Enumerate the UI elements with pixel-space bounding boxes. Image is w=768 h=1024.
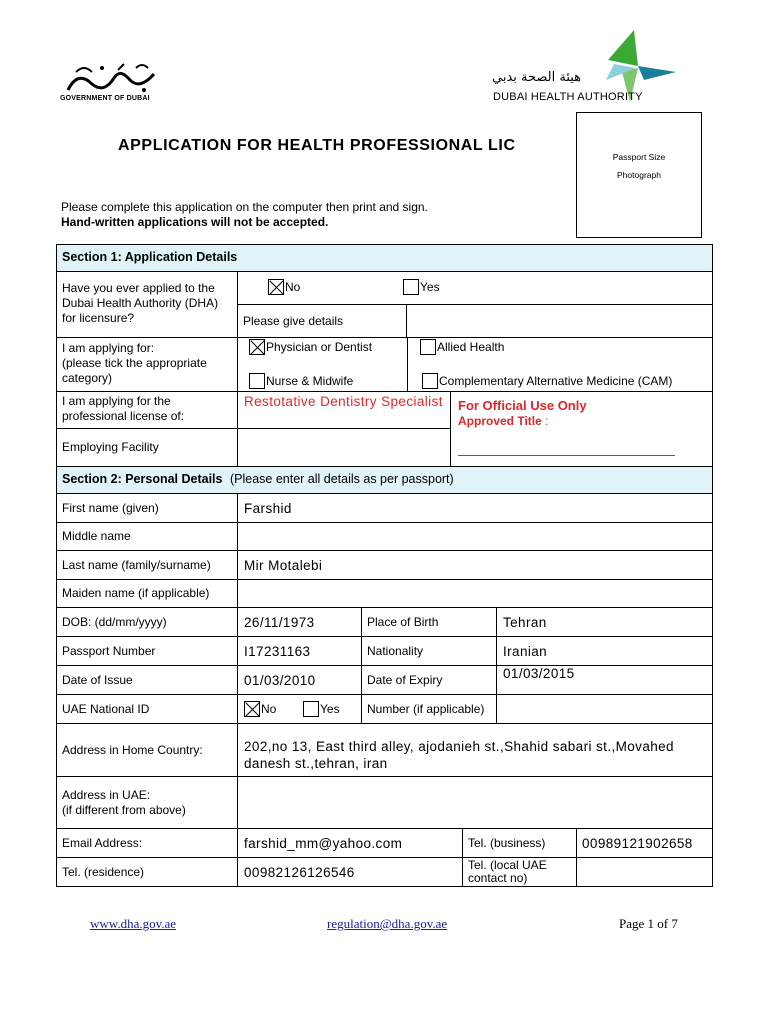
details-label: Please give details	[237, 304, 407, 338]
section2-header	[56, 466, 713, 494]
nationality-field[interactable]: Iranian	[496, 636, 713, 666]
uae-id-yes-option[interactable]	[303, 701, 340, 717]
middle-name-label: Middle name	[56, 522, 238, 551]
category-allied-label: Allied Health	[437, 340, 505, 354]
dob-field[interactable]: 26/11/1973	[237, 607, 362, 637]
category-cam-checkbox[interactable]	[422, 373, 438, 389]
photo-label-line1: Passport Size	[612, 152, 666, 162]
first-name-field[interactable]: Farshid	[237, 493, 713, 523]
uae-national-id-label: UAE National ID	[56, 694, 238, 724]
page-number: Page 1 of 7	[619, 916, 678, 931]
passport-number-label: Passport Number	[56, 636, 238, 666]
page-title: APPLICATION FOR HEALTH PROFESSIONAL LIC	[118, 137, 516, 154]
applied-yes-option[interactable]	[403, 279, 440, 295]
applied-before-label: Have you ever applied to the Dubai Health Authority (DHA) for licensure?	[56, 271, 238, 338]
official-use-title: For Official Use Only	[458, 398, 587, 413]
instructions-text: Please complete this application on the computer then print and sign.	[61, 200, 428, 214]
category-divider	[407, 338, 408, 392]
approved-title-underline[interactable]	[458, 455, 675, 456]
tel-local-field[interactable]	[576, 857, 713, 887]
applied-yes-label: Yes	[420, 280, 440, 294]
dha-arabic-label: هيئة الصحة بدبي	[492, 70, 582, 85]
category-nurse-checkbox[interactable]	[249, 373, 265, 389]
passport-photo-box	[576, 112, 702, 238]
uae-address-field[interactable]	[237, 776, 713, 829]
applied-no-option[interactable]	[268, 279, 300, 295]
uae-id-no-option[interactable]	[244, 701, 276, 717]
category-physician-option[interactable]	[249, 339, 372, 355]
license-of-field[interactable]: Restotative Dentistry Specialist	[237, 391, 451, 429]
nationality-label: Nationality	[361, 636, 497, 666]
approved-title-line	[458, 414, 548, 428]
applied-yes-checkbox[interactable]	[403, 279, 419, 295]
email-label: Email Address:	[56, 828, 238, 858]
footer-website-link[interactable]: www.dha.gov.ae	[90, 916, 177, 931]
instructions-bold-text: Hand-written applications will not be accepted.	[61, 215, 329, 229]
home-address-label: Address in Home Country:	[56, 723, 238, 777]
uae-id-yes-checkbox[interactable]	[303, 701, 319, 717]
date-of-issue-label: Date of Issue	[56, 665, 238, 695]
maiden-name-field[interactable]	[237, 579, 713, 608]
date-of-expiry-label: Date of Expiry	[361, 665, 497, 695]
last-name-field[interactable]: Mir Motalebi	[237, 550, 713, 580]
id-number-field[interactable]	[496, 694, 713, 724]
tel-residence-label: Tel. (residence)	[56, 857, 238, 887]
dob-label: DOB: (dd/mm/yyyy)	[56, 607, 238, 637]
category-options	[237, 337, 713, 392]
category-physician-checkbox[interactable]	[249, 339, 265, 355]
date-of-issue-field[interactable]: 01/03/2010	[237, 665, 362, 695]
category-nurse-option[interactable]	[249, 373, 353, 389]
uae-id-no-label: No	[261, 702, 277, 716]
date-of-expiry-field[interactable]: 01/03/2015	[496, 665, 713, 695]
category-nurse-label: Nurse & Midwife	[266, 374, 354, 388]
uae-national-id-options	[237, 694, 362, 724]
footer-email-link[interactable]: regulation@dha.gov.ae	[327, 916, 448, 931]
first-name-label: First name (given)	[56, 493, 238, 523]
license-of-label: I am applying for the professional license of:	[56, 391, 238, 429]
tel-business-field[interactable]: 00989121902658	[576, 828, 713, 858]
passport-number-field[interactable]: I17231163	[237, 636, 362, 666]
tel-local-label: Tel. (local UAE contact no)	[462, 857, 577, 887]
tel-residence-field[interactable]: 00982126126546	[237, 857, 463, 887]
tel-business-label: Tel. (business)	[462, 828, 577, 858]
place-of-birth-label: Place of Birth	[361, 607, 497, 637]
applied-no-label: No	[285, 280, 301, 294]
details-field[interactable]	[406, 304, 713, 338]
last-name-label: Last name (family/surname)	[56, 550, 238, 580]
place-of-birth-field[interactable]: Tehran	[496, 607, 713, 637]
category-cam-label: Complementary Alternative Medicine (CAM)	[439, 374, 673, 388]
photo-label-line2: Photograph	[617, 170, 661, 180]
maiden-name-label: Maiden name (if applicable)	[56, 579, 238, 608]
government-label: GOVERNMENT OF DUBAI	[60, 95, 150, 102]
category-cam-option[interactable]	[422, 373, 672, 389]
applied-before-options	[237, 271, 713, 305]
uae-address-label: Address in UAE: (if different from above)	[56, 776, 238, 829]
home-address-field[interactable]: 202,no 13, East third alley, ajodanieh st.,Shahid sabari st.,Movahed danesh st.,tehran, iran	[237, 723, 713, 777]
dha-label: DUBAI HEALTH AUTHORITY	[493, 91, 643, 103]
official-use-box	[450, 391, 713, 467]
uae-id-yes-label: Yes	[320, 702, 340, 716]
applying-for-label: I am applying for: (please tick the appropriate category)	[56, 337, 238, 392]
middle-name-field[interactable]	[237, 522, 713, 551]
email-field[interactable]: farshid_mm@yahoo.com	[237, 828, 463, 858]
section2-subtitle: (Please enter all details as per passport)	[229, 472, 454, 486]
category-physician-label: Physician or Dentist	[266, 340, 373, 354]
approved-title-colon: :	[541, 414, 549, 428]
section1-header: Section 1: Application Details	[56, 244, 713, 272]
category-allied-checkbox[interactable]	[420, 339, 436, 355]
id-number-label: Number (if applicable)	[361, 694, 497, 724]
uae-id-no-checkbox[interactable]	[244, 701, 260, 717]
employing-facility-field[interactable]	[237, 428, 451, 467]
applied-no-checkbox[interactable]	[268, 279, 284, 295]
section2-title: Section 2: Personal Details	[62, 472, 223, 486]
approved-title-label: Approved Title	[458, 414, 542, 428]
employing-facility-label: Employing Facility	[56, 428, 238, 467]
category-allied-option[interactable]	[420, 339, 504, 355]
